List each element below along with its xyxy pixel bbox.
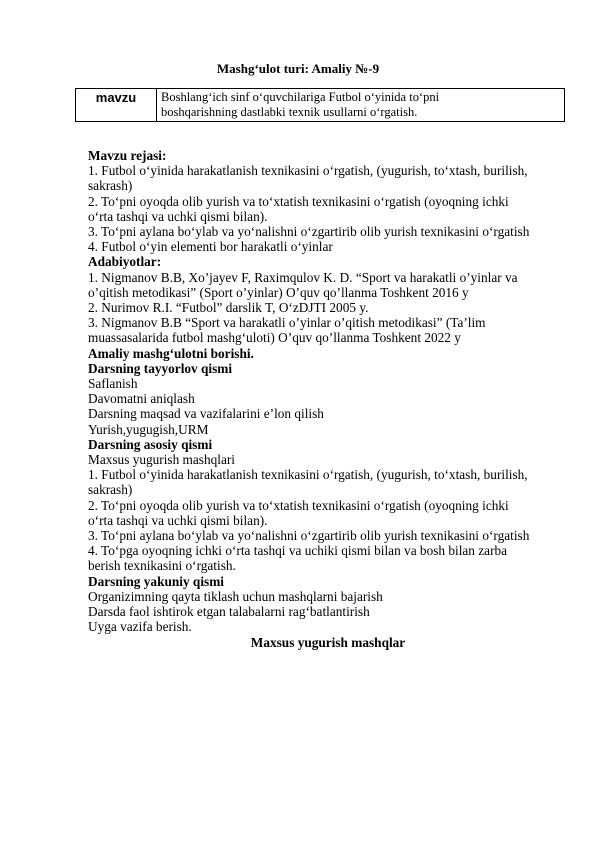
body-line: o’qitish metodikasi” (Sport o’yinlar) O’quv qo’llanma Toshkent 2016 y bbox=[88, 284, 469, 300]
body-line: sakrash) bbox=[88, 482, 133, 498]
section-heading: Maxsus yugurish mashqlar bbox=[250, 634, 406, 650]
body-line: Davomatni aniqlash bbox=[88, 391, 195, 407]
topic-row bbox=[76, 89, 565, 122]
body-line: Yurish,yugugish,URM bbox=[88, 421, 209, 437]
topic-value-line: Boshlang‘ich sinf o‘quvchilariga Futbol o‘yinida to‘pni bbox=[161, 90, 440, 104]
section-heading: Mavzu rejasi: bbox=[88, 148, 167, 163]
topic-table bbox=[75, 88, 565, 122]
body-line: Organizimning qayta tiklash uchun mashqlarni bajarish bbox=[88, 588, 383, 604]
body-line: Maxsus yugurish mashqlari bbox=[88, 452, 235, 468]
body-line: Darsning maqsad va vazifalarini e’lon qilish bbox=[88, 406, 324, 422]
body-line: 1. Futbol o‘yinida harakatlanish texnikasini o‘rgatish, (yugurish, to‘xtash, burilish, bbox=[88, 163, 528, 179]
body-line: 2. Nurimov R.I. “Futbol” darslik T, O‘zDJTI 2005 y. bbox=[88, 300, 369, 316]
body-line: 2. To‘pni oyoqda olib yurish va to‘xtatish texnikasini o‘rgatish (oyoqning ichki bbox=[88, 193, 509, 209]
body-line: 3. To‘pni aylana bo‘ylab va yo‘nalishni o‘zgartirib olib yurish texnikasini o‘rgatish bbox=[88, 528, 530, 544]
body-line: o‘rta tashqi va uchki qismi bilan). bbox=[88, 512, 268, 528]
section-heading: Adabiyotlar: bbox=[88, 254, 162, 270]
topic-key: mavzu bbox=[76, 89, 157, 122]
body-line: o‘rta tashqi va uchki qismi bilan). bbox=[88, 208, 268, 224]
body-line: 4. To‘pga oyoqning ichki o‘rta tashqi va uchiki qismi bilan va bosh bilan zarba bbox=[88, 543, 508, 559]
section-heading: Amaliy mashg‘ulotni borishi. bbox=[88, 345, 254, 361]
section-heading: Darsning asosiy qismi bbox=[88, 436, 213, 452]
body-line: berish texnikasini o‘rgatish. bbox=[88, 558, 236, 574]
document-body bbox=[88, 148, 568, 650]
body-line: sakrash) bbox=[88, 178, 133, 194]
topic-value-line: boshqarishning dastlabki texnik usullarni o‘rgatish. bbox=[161, 105, 418, 119]
body-line: Darsda faol ishtirok etgan talabalarni rag‘batlantirish bbox=[88, 604, 370, 620]
section-heading: Darsning yakuniy qismi bbox=[88, 573, 224, 589]
body-line: 2. To‘pni oyoqda olib yurish va to‘xtatish texnikasini o‘rgatish (oyoqning ichki bbox=[88, 497, 509, 513]
body-line: Saflanish bbox=[88, 376, 138, 392]
body-line: 3. To‘pni aylana bo‘ylab va yo‘nalishni o‘zgartirib olib yurish texnikasini o‘rgatish bbox=[88, 224, 530, 240]
section-heading: Darsning tayyorlov qismi bbox=[88, 360, 233, 376]
page-title: Mashg‘ulot turi: Amaliy №-9 bbox=[216, 61, 380, 76]
body-line: 4. Futbol o‘yin elementi bor harakatli o‘yinlar bbox=[88, 239, 333, 255]
body-line: muassasalarida futbol mashg‘uloti) O’quv qo’llanma Toshkent 2022 y bbox=[88, 330, 461, 346]
body-line: 3. Nigmanov B.B “Sport va harakatli o’yinlar o’qitish metodikasi” (Ta’lim bbox=[88, 315, 486, 331]
body-line: 1. Nigmanov B.B, Xo’jayev F, Raximqulov K. D. “Sport va harakatli o’yinlar va bbox=[88, 269, 518, 285]
body-line: Uyga vazifa berish. bbox=[88, 619, 192, 635]
topic-value bbox=[157, 89, 565, 122]
body-line: 1. Futbol o‘yinida harakatlanish texnikasini o‘rgatish, (yugurish, to‘xtash, burilish, bbox=[88, 467, 528, 483]
